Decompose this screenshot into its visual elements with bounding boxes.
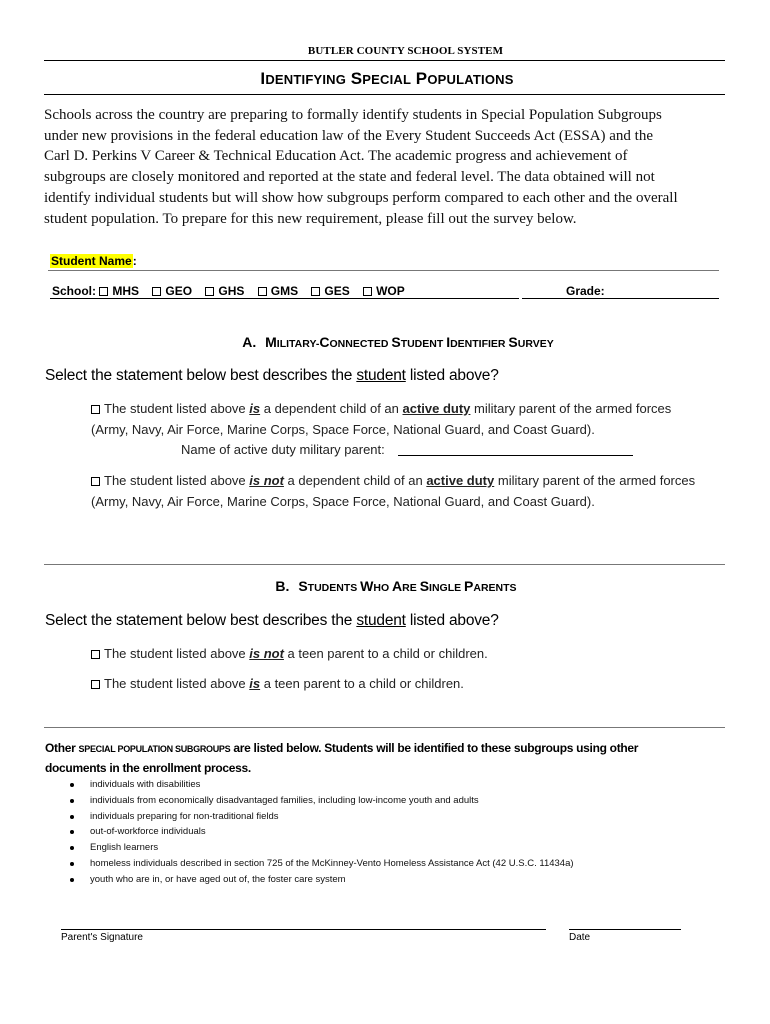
section-a-title: A. MILITARY-CONNECTED STUDENT IDENTIFIER SURVEY — [242, 334, 554, 350]
list-item: English learners — [67, 840, 747, 856]
section-a-option-is-not[interactable]: The student listed above is not a dependent child of an active duty military parent of the armed forces — [91, 470, 695, 491]
section-b-option-is[interactable]: The student listed above is a teen parent to a child or children. — [91, 673, 464, 694]
student-name-colon: : — [132, 254, 137, 268]
section-b-question: Select the statement below best describes the student listed above? — [45, 612, 499, 629]
list-item: individuals from economically disadvantaged families, including low-income youth and adults — [67, 793, 747, 809]
checkbox-icon[interactable] — [258, 287, 267, 296]
school-option-mhs[interactable]: MHS — [99, 284, 139, 298]
checkbox-icon[interactable] — [99, 287, 108, 296]
intro-line: Schools across the country are preparing to formally identify students in Special Population Subgroups — [44, 107, 662, 123]
section-a-option-is[interactable]: The student listed above is a dependent child of an active duty military parent of the armed forces — [91, 398, 671, 419]
section-a-option-is-line2: (Army, Navy, Air Force, Marine Corps, Space Force, National Guard, and Coast Guard). — [91, 422, 595, 437]
list-item: out-of-workforce individuals — [67, 824, 747, 840]
other-subgroups-intro: Other SPECIAL POPULATION SUBGROUPS are listed below. Students will be identified to these subgroups using other documents in the enrollment process. — [45, 741, 639, 775]
list-item: youth who are in, or have aged out of, the foster care system — [67, 872, 747, 888]
section-b-option-is-not[interactable]: The student listed above is not a teen parent to a child or children. — [91, 643, 488, 664]
section-a-question: Select the statement below best describes the student listed above? — [45, 367, 499, 384]
list-item: individuals with disabilities — [67, 777, 747, 793]
intro-line: Carl D. Perkins V Career & Technical Education Act. The academic progress and achievement of — [44, 148, 628, 165]
checkbox-icon[interactable] — [91, 650, 100, 659]
school-option-geo[interactable]: GEO — [152, 284, 192, 298]
checkbox-icon[interactable] — [91, 405, 100, 414]
school-row-rule — [50, 298, 519, 299]
checkbox-icon[interactable] — [152, 287, 161, 296]
parent-name-field[interactable] — [398, 455, 633, 456]
school-label: School: — [52, 284, 96, 298]
checkbox-icon[interactable] — [363, 287, 372, 296]
school-row — [52, 284, 405, 298]
section-divider — [44, 564, 725, 565]
list-item: individuals preparing for non-traditional fields — [67, 809, 747, 825]
section-a-option-is-not-line2: (Army, Navy, Air Force, Marine Corps, Space Force, National Guard, and Coast Guard). — [91, 494, 595, 509]
checkbox-icon[interactable] — [91, 477, 100, 486]
student-name-label: Student Name — [51, 254, 132, 268]
student-name-row — [50, 254, 137, 268]
date-field[interactable] — [569, 929, 681, 930]
intro-line: identify individual students but will show how subgroups perform compared to each other and the overall — [44, 189, 678, 206]
school-option-ghs[interactable]: GHS — [205, 284, 244, 298]
school-option-wop[interactable]: WOP — [363, 284, 405, 298]
list-item: homeless individuals described in section 725 of the McKinney-Vento Homeless Assistance Act (42 U.S.C. 11434a) — [67, 856, 747, 872]
school-option-ges[interactable]: GES — [311, 284, 349, 298]
parent-signature-label: Parent's Signature — [61, 932, 143, 943]
checkbox-icon[interactable] — [311, 287, 320, 296]
intro-line: subgroups are closely monitored and reported at the state and federal level. The data obtained will not — [44, 169, 655, 186]
date-label: Date — [569, 932, 591, 943]
intro-line: under new provisions in the federal education law of the Every Student Succeeds Act (ESSA) and the — [44, 127, 654, 144]
subgroup-list — [67, 777, 747, 888]
section-divider — [44, 727, 725, 728]
grade-field[interactable] — [522, 298, 719, 299]
intro-line: student population. To prepare for this new requirement, please fill out the survey below. — [44, 210, 577, 227]
header-bottom-rule — [44, 94, 725, 95]
section-b-title: B. STUDENTS WHO ARE SINGLE PARENTS — [275, 578, 517, 594]
checkbox-icon[interactable] — [205, 287, 214, 296]
parent-name-label: Name of active duty military parent: — [181, 442, 385, 457]
page-title: IDENTIFYING SPECIAL POPULATIONS — [260, 69, 514, 88]
grade-label: Grade: — [566, 284, 605, 298]
parent-signature-field[interactable] — [61, 929, 546, 930]
system-name: BUTLER COUNTY SCHOOL SYSTEM — [307, 45, 504, 57]
student-name-field[interactable] — [48, 270, 719, 271]
intro-paragraph — [44, 105, 734, 229]
checkbox-icon[interactable] — [91, 680, 100, 689]
school-option-gms[interactable]: GMS — [258, 284, 298, 298]
header-top-rule — [44, 60, 725, 61]
